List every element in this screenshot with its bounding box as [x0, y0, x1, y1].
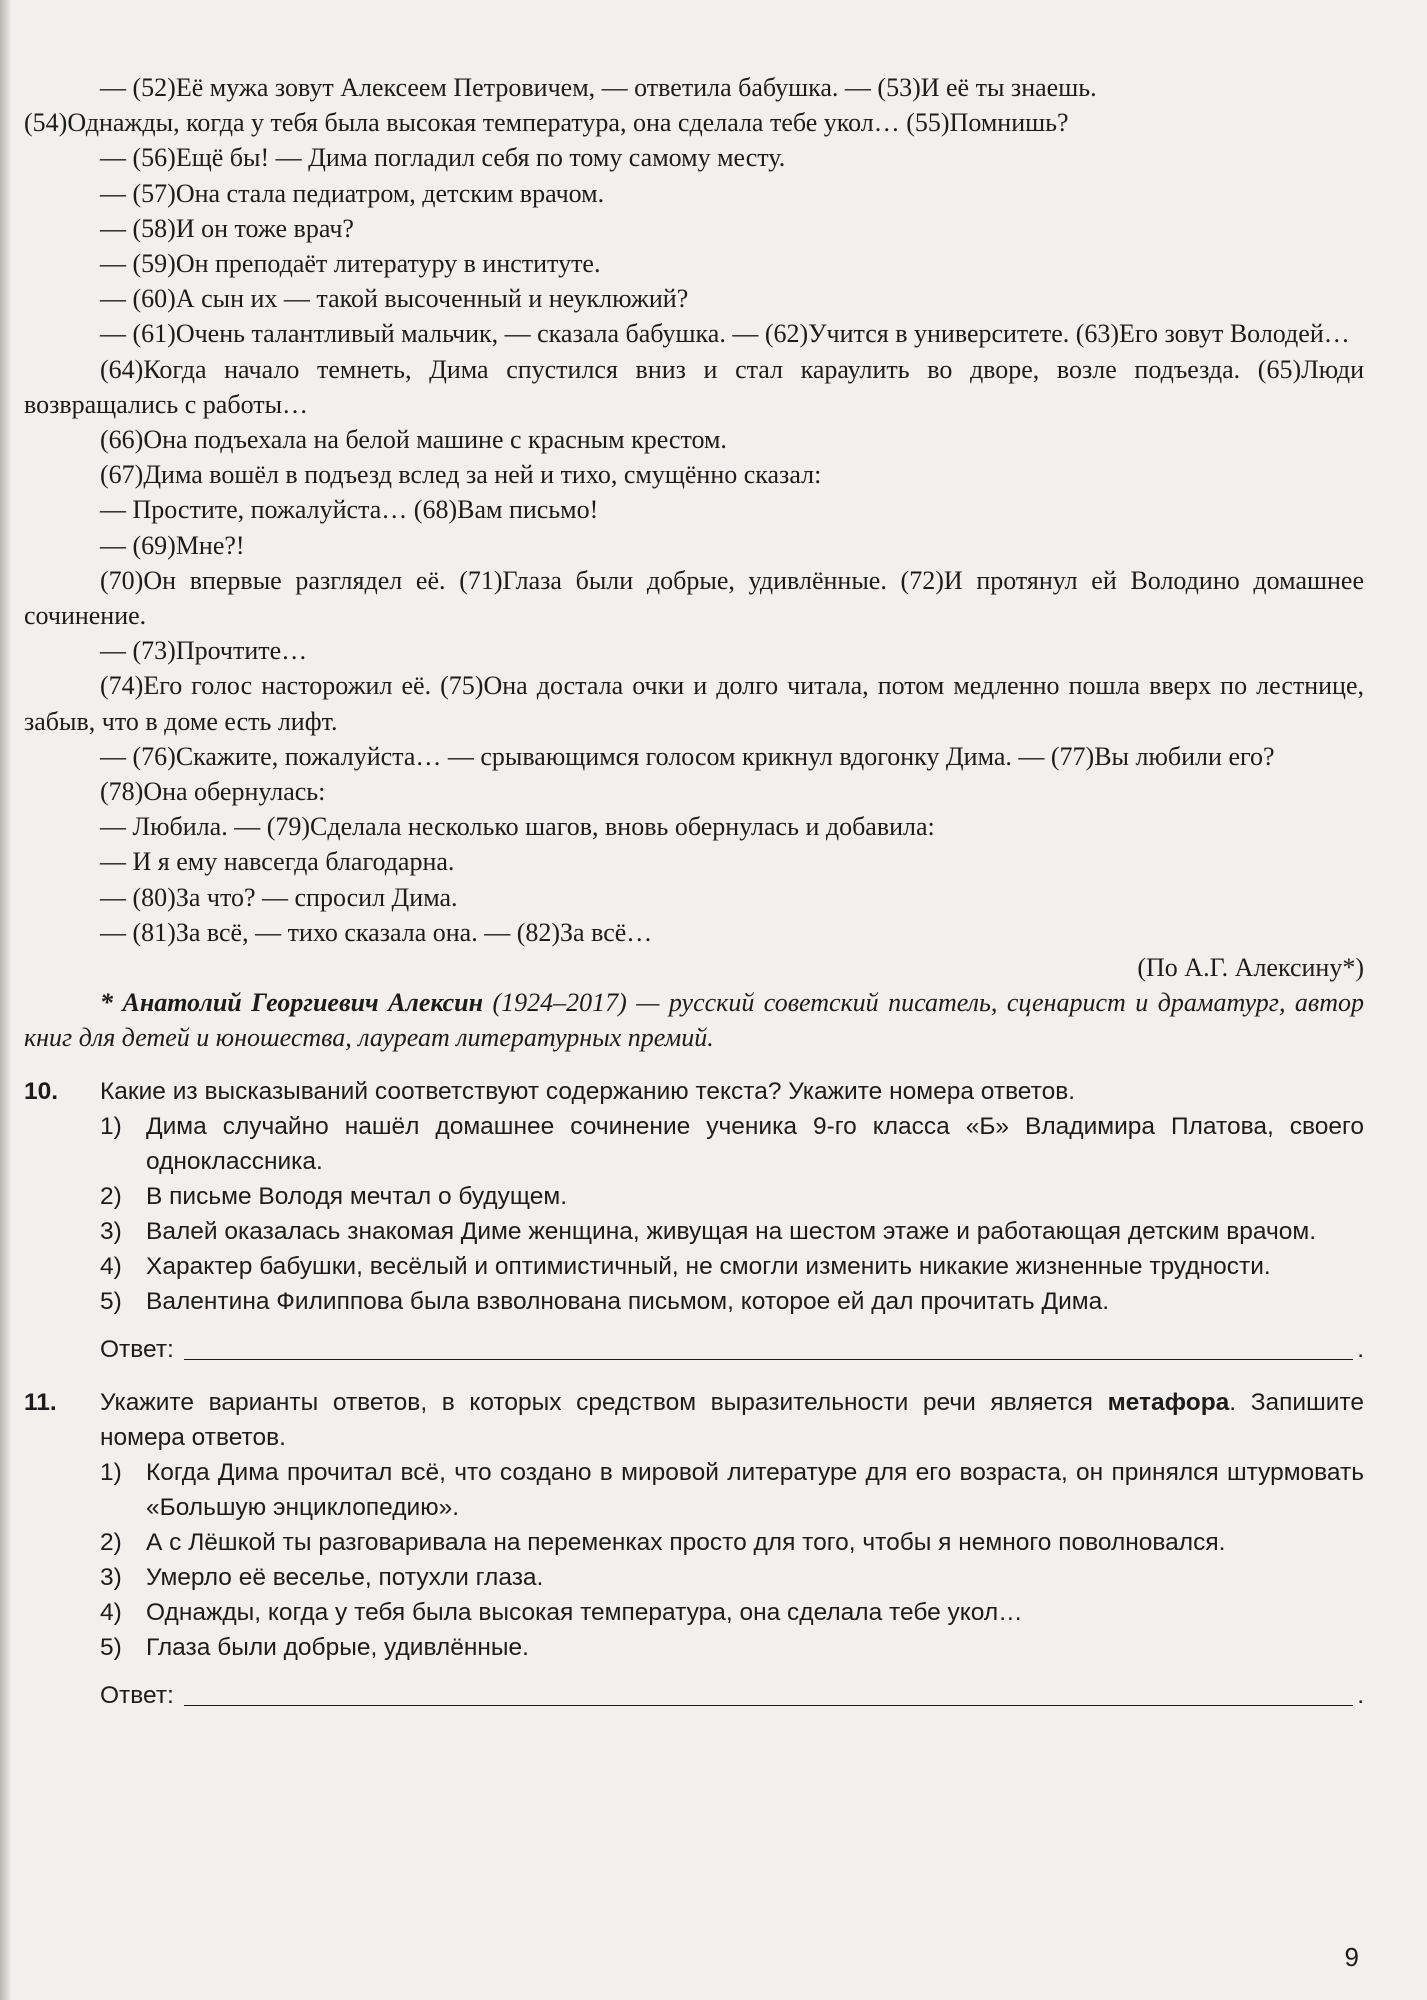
task-11-answer-field[interactable] — [184, 1677, 1353, 1706]
option-text: Умерло её веселье, потухли глаза. — [146, 1563, 544, 1591]
story-paragraph: — (76)Скажите, пожалуйста… — срывающимся голосом крикнул вдогонку Дима. — (77)Вы любили его? — [100, 741, 1275, 771]
task-10-answer-period: . — [1357, 1335, 1364, 1363]
story-paragraph: (67)Дима вошёл в подъезд вслед за ней и тихо, смущённо сказал: — [100, 460, 822, 490]
task-11-answer-period: . — [1357, 1681, 1364, 1709]
story-paragraph: — (57)Она стала педиатром, детским врачом. — [100, 178, 605, 208]
task11-option — [100, 1560, 1364, 1595]
source-attribution: (По А.Г. Алексину*) — [1137, 953, 1364, 983]
task-11-number: 11. — [24, 1388, 57, 1416]
task-11-question-start: Укажите варианты ответов, в которых средством выразительности речи является — [100, 1388, 1108, 1416]
task-11-question-term: метафора — [1107, 1388, 1230, 1416]
option-number: 3) — [100, 1217, 122, 1245]
story-paragraph: — (73)Прочтите… — [100, 636, 308, 666]
option-text: Дима случайно нашёл домашнее сочинение ученика 9-го класса «Б» Владимира Платова, своего одноклассника. — [146, 1112, 1364, 1175]
task-10-answer-row — [100, 1331, 1364, 1367]
option-text: Когда Дима прочитал всё, что создано в мировой литературе для его возраста, он принялся штурмовать «Большую энциклопедию». — [146, 1458, 1364, 1521]
story-paragraph: — Любила. — (79)Сделала несколько шагов, вновь обернулась и добавила: — [100, 812, 935, 842]
task-10-number: 10. — [24, 1077, 59, 1105]
option-number: 4) — [100, 1252, 122, 1280]
task-10-answer-field[interactable] — [184, 1331, 1353, 1360]
task-11-answer-label: Ответ: — [100, 1681, 174, 1709]
story-paragraph: (74)Его голос насторожил её. (75)Она достала очки и долго читала, потом медленно пошла вверх по лестнице, забыв, что в доме есть лифт. — [24, 671, 1364, 736]
story-paragraph: (54)Однажды, когда у тебя была высокая температура, она сделала тебе укол… (55)Помнишь? — [24, 108, 1069, 138]
option-text: Глаза были добрые, удивлённые. — [146, 1633, 529, 1661]
story-paragraph: — (60)А сын их — такой высоченный и неуклюжий? — [100, 284, 689, 314]
footnote-body: (1924–2017) — русский советский писатель, сценарист и драматург, автор книг для детей и юношества, лауреат литературных премий. — [24, 988, 1364, 1053]
option-number: 3) — [100, 1563, 122, 1591]
option-text: Характер бабушки, весёлый и оптимистичный, не смогли изменить никакие жизненные трудности. — [146, 1252, 1271, 1280]
story-paragraph: — Простите, пожалуйста… (68)Вам письмо! — [100, 495, 599, 525]
page-content — [24, 70, 1364, 1713]
task-11-question-end: . Запишите номера ответов. — [100, 1388, 1364, 1451]
option-text: В письме Володя мечтал о будущем. — [146, 1182, 568, 1210]
option-text: Однажды, когда у тебя была высокая температура, она сделала тебе укол… — [146, 1598, 1023, 1626]
story-paragraph: (70)Он впервые разглядел её. (71)Глаза были добрые, удивлённые. (72)И протянул ей Володино домашнее сочинение. — [24, 565, 1364, 631]
option-text: А с Лёшкой ты разговаривала на переменках просто для того, чтобы я немного поволновался. — [146, 1528, 1226, 1556]
task10-option — [100, 1214, 1364, 1249]
option-number: 5) — [100, 1633, 122, 1661]
task11-option — [100, 1595, 1364, 1630]
story-paragraph: — И я ему навсегда благодарна. — [100, 847, 455, 877]
option-number: 1) — [100, 1112, 122, 1140]
option-number: 5) — [100, 1287, 122, 1315]
task10-option — [100, 1284, 1364, 1319]
task-10-answer-label: Ответ: — [100, 1335, 174, 1363]
option-text: Валентина Филиппова была взволнована письмом, которое ей дал прочитать Дима. — [146, 1287, 1110, 1315]
task10-option — [100, 1249, 1364, 1284]
task11-option — [100, 1630, 1364, 1665]
option-number: 1) — [100, 1458, 122, 1486]
task11-option — [100, 1525, 1364, 1560]
task10-option — [100, 1109, 1364, 1179]
story-paragraph: — (61)Очень талантливый мальчик, — сказала бабушка. — (62)Учится в университете. (63)Его зовут Володей… — [100, 319, 1350, 349]
option-number: 2) — [100, 1528, 122, 1556]
task-11-question — [100, 1385, 1364, 1455]
task10-option — [100, 1179, 1364, 1214]
task-10 — [24, 1074, 1364, 1367]
task-10-question: Какие из высказываний соответствуют содержанию текста? Укажите номера ответов. — [100, 1077, 1076, 1105]
option-text: Валей оказалась знакомая Диме женщина, живущая на шестом этаже и работающая детским врачом. — [146, 1217, 1317, 1245]
task-11-options — [100, 1455, 1364, 1665]
task-11 — [24, 1385, 1364, 1713]
story-text — [24, 70, 1364, 950]
story-paragraph: — (58)И он тоже врач? — [100, 213, 354, 243]
option-number: 2) — [100, 1182, 122, 1210]
page-binding-shadow — [0, 0, 10, 2000]
story-paragraph: — (80)За что? — спросил Дима. — [100, 882, 458, 912]
story-paragraph: (78)Она обернулась: — [100, 777, 326, 807]
story-paragraph: (64)Когда начало темнеть, Дима спустился вниз и стал караулить во дворе, возле подъезда. (65)Люди возвращались с работы… — [24, 354, 1364, 419]
option-number: 4) — [100, 1598, 122, 1626]
story-paragraph: — (56)Ещё бы! — Дима погладил себя по тому самому месту. — [100, 143, 786, 173]
story-paragraph: — (69)Мне?! — [100, 530, 245, 560]
task-10-options — [100, 1109, 1364, 1319]
page-number: 9 — [1344, 1942, 1359, 1972]
story-paragraph: — (52)Её мужа зовут Алексеем Петровичем, — ответила бабушка. — (53)И её ты знаешь. — [100, 73, 1097, 102]
story-paragraph: — (81)За всё, — тихо сказала она. — (82)За всё… — [100, 917, 653, 947]
author-footnote — [24, 985, 1364, 1055]
story-paragraph: (66)Она подъехала на белой машине с красным крестом. — [100, 425, 727, 455]
footnote-author-name: * Анатолий Георгиевич Алексин — [100, 988, 484, 1018]
task-11-answer-row — [100, 1677, 1364, 1713]
story-paragraph: — (59)Он преподаёт литературу в институте. — [100, 249, 601, 279]
task11-option — [100, 1455, 1364, 1525]
